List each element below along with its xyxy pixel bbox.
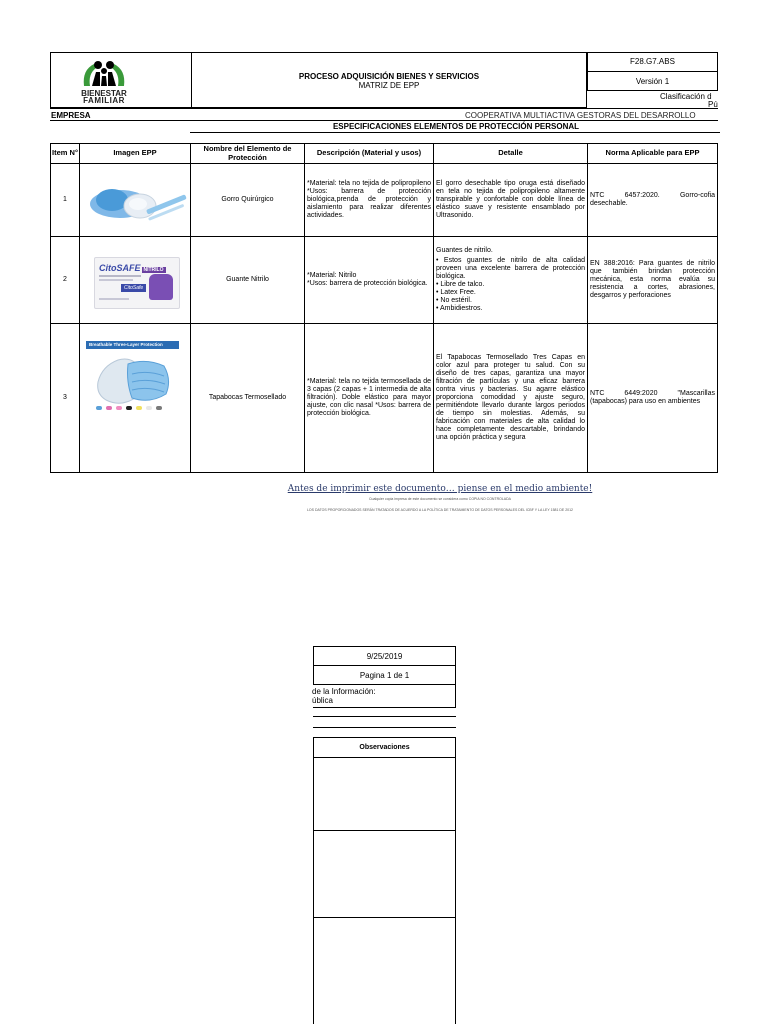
row2-detail-list xyxy=(436,257,585,313)
row2-detail-intro: Guantes de nitrilo. xyxy=(436,247,493,254)
document-classification-2: Pú xyxy=(708,100,718,109)
glove-brand: CitoSAFE xyxy=(99,263,141,273)
row1-description-cell xyxy=(304,163,434,237)
glove-brand-suffix: NITRILO xyxy=(143,267,164,273)
row1-detail: El gorro desechable tipo oruga está diseñado en tela no tejida de polipropileno altamente transpirable y confortable con doble línea de elástico suave y resistente ensamblado por Ultrasonido. xyxy=(436,180,585,219)
glove-box-image xyxy=(94,257,180,309)
swatch-icon xyxy=(116,406,122,410)
row1-detail-cell xyxy=(433,163,588,237)
row3-image-cell xyxy=(79,323,191,473)
row1-name: Gorro Quirúrgico xyxy=(190,163,305,237)
list-item: • No estéril. xyxy=(436,297,472,304)
org-name-line1: BIENESTAR xyxy=(81,89,127,98)
swatch-icon xyxy=(136,406,142,410)
info-classification-line1: de la Información: xyxy=(312,687,376,696)
list-item: • Latex Free. xyxy=(436,289,476,296)
list-item: • Ambidiestros. xyxy=(436,305,483,312)
col-header-name: Nombre del Elemento de Protección xyxy=(190,143,305,164)
row2-detail-cell xyxy=(433,236,588,324)
row2-description-cell xyxy=(304,236,434,324)
page-number: Pagina 1 de 1 xyxy=(359,671,410,680)
info-classification-line2: ública xyxy=(312,696,333,705)
row2-norm: EN 388:2016: Para guantes de nitrilo que también brindan protección mecánica, esta norma evalúa su resistencia a cortes, abrasiones, desgarros y perforaciones xyxy=(590,260,715,299)
company-row-line xyxy=(50,108,718,109)
observations-header: Observaciones xyxy=(313,737,456,758)
section-row-segment xyxy=(313,727,456,728)
col-header-detail: Detalle xyxy=(433,143,588,164)
document-version: Versión 1 xyxy=(635,77,670,86)
col-header-item: Item N° xyxy=(50,143,80,164)
row2-description-material: *Material: Nitrilo xyxy=(307,272,357,279)
document-date: 9/25/2019 xyxy=(366,652,403,661)
row2-image-cell xyxy=(79,236,191,324)
face-mask-image xyxy=(88,352,184,412)
row3-description: *Material: tela no tejida termosellada de 3 capas (2 capas + 1 intermedia de alta filtración). Doble elástico para mayor ajuste, con clic nasal *Usos: barrera de protección biológica. xyxy=(307,378,431,417)
row3-norm-cell xyxy=(587,323,718,473)
document-title: MATRIZ DE EPP xyxy=(358,81,420,90)
company-name: COOPERATIVA MULTIACTIVA GESTORAS DEL DESARROLLO xyxy=(465,111,696,120)
col-header-image: Imagen EPP xyxy=(79,143,191,164)
uncontrolled-copy-note: Cualquier copia impresa de este documento se considera como COPIA NO CONTROLADA xyxy=(368,497,511,501)
swatch-icon xyxy=(156,406,162,410)
company-label: EMPRESA xyxy=(51,111,91,120)
row3-norm: NTC 6449:2020 "Mascarillas (tapabocas) para uso en ambientes xyxy=(590,390,715,405)
row3-detail: El Tapabocas Termosellado Tres Capas en color azul para proteger tu salud. Con su diseño de tres capas, garantiza una mayor filtración de partículas y una eficaz barrera contra virus y bacterias. Su agarre elástico proporciona comodidad y ajuste seguro, permitiéndote llevarlo durante largos periodos de tiempo sin molestias. Además, su fabricación con materiales de alta calidad lo hace completamente descartable, brindando una opción práctica y segura xyxy=(436,354,585,441)
swatch-icon xyxy=(146,406,152,410)
swatch-icon xyxy=(106,406,112,410)
document-code: F28.G7.ABS xyxy=(630,57,675,66)
observations-row-2 xyxy=(313,830,456,918)
row3-description-cell xyxy=(304,323,434,473)
data-policy-note: LOS DATOS PROPORCIONADOS SERÁN TRATADOS DE ACUERDO A LA POLÍTICA DE TRATAMIENTO DE DATOS PERSONALES DEL ICBF Y LA LEY 1581 DE 2012 xyxy=(306,508,574,512)
bienestar-logo xyxy=(78,56,130,92)
row1-item: 1 xyxy=(50,163,80,237)
swatch-icon xyxy=(126,406,132,410)
document-classification: Clasificación d xyxy=(660,92,712,101)
observations-row-1 xyxy=(313,757,456,831)
row2-item: 2 xyxy=(50,236,80,324)
glove-hand-icon xyxy=(149,274,173,300)
col-header-norm: Norma Aplicable para EPP xyxy=(587,143,718,164)
row2-norm-cell xyxy=(587,236,718,324)
row3-item: 3 xyxy=(50,323,80,473)
col-header-description: Descripción (Material y usos) xyxy=(304,143,434,164)
org-name-line2: FAMILIAR xyxy=(83,96,125,105)
mask-banner: Breathable Three-Layer Protection xyxy=(86,341,179,349)
row1-norm-cell xyxy=(587,163,718,237)
glove-badge: CitoSafe xyxy=(121,284,146,292)
list-item: • Estos guantes de nitrilo de alta calidad proveen una excelente barrera de protección biológica. xyxy=(436,257,585,280)
row3-detail-cell xyxy=(433,323,588,473)
row2-name: Guante Nitrilo xyxy=(190,236,305,324)
process-title: PROCESO ADQUISICIÓN BIENES Y SERVICIOS xyxy=(298,72,480,81)
row3-name: Tapabocas Termosellado xyxy=(190,323,305,473)
company-row-underline xyxy=(50,120,718,121)
section-title-underline xyxy=(190,132,720,133)
family-logo-icon xyxy=(78,56,130,92)
row2-description-uses: *Usos: barrera de protección biológica. xyxy=(307,280,428,287)
observations-row-3 xyxy=(313,917,456,1024)
row1-norm: NTC 6457:2020. Gorro-cofia desechable. xyxy=(590,192,715,207)
eco-message: Antes de imprimir este documento… piense en el medio ambiente! xyxy=(287,484,593,494)
row1-image-cell xyxy=(79,163,191,237)
row1-description: *Material: tela no tejida de polipropileno *Usos: barrera de protección biológica,prenda de protección y aislamiento para realizar diferentes actividades. xyxy=(307,180,431,219)
surgical-cap-image xyxy=(80,164,190,236)
list-item: • Libre de talco. xyxy=(436,281,485,288)
mask-color-swatches xyxy=(96,406,176,412)
section-title: ESPECIFICACIONES ELEMENTOS DE PROTECCIÓN PERSONAL xyxy=(332,122,580,131)
swatch-icon xyxy=(96,406,102,410)
company-row-segment xyxy=(313,716,456,717)
